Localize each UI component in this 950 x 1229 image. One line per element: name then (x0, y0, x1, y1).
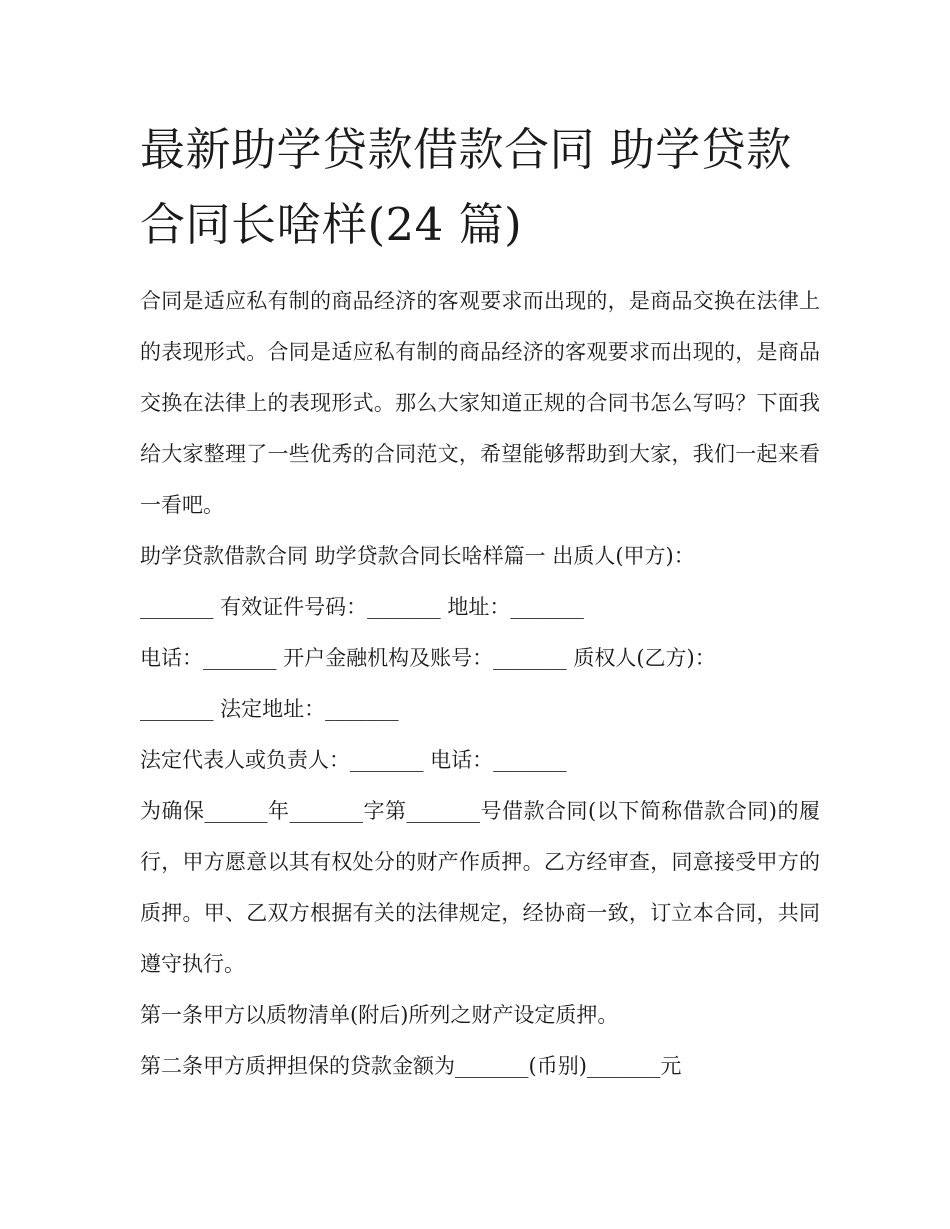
document-page (140, 112, 820, 1092)
pledgee-representative-line: 法定代表人或负责人：_______ 电话：_______ (140, 748, 567, 772)
pledgor-phone-account-line: 电话：_______ 开户金融机构及账号：_______ 质权人(乙方)： (140, 646, 716, 670)
intro-paragraph: 合同是适应私有制的商品经济的客观要求而出现的，是商品交换在法律上的表现形式。合同是适应私有制的商品经济的客观要求而出现的，是商品交换在法律上的表现形式。那么大家知道正规的合同书怎么写吗？下面我给大家整理了一些优秀的合同范文，希望能够帮助到大家，我们一起来看一看吧。 (140, 289, 820, 517)
article-1: 第一条甲方以质物清单(附后)所列之财产设定质押。 (140, 1003, 619, 1027)
document-title: 最新助学贷款借款合同 助学贷款合同长啥样(24 篇) (140, 123, 792, 251)
pledgor-id-address-line: _______ 有效证件号码：_______ 地址：_______ (140, 595, 584, 619)
pledgee-address-line: _______ 法定地址：_______ (140, 697, 399, 721)
clause-intro-paragraph: 为确保______年_______字第_______号借款合同(以下简称借款合同)的履行，甲方愿意以其有权处分的财产作质押。乙方经审查，同意接受甲方的质押。甲、乙双方根据有关的法律规定，经协商一致，订立本合同，共同遵守执行。 (140, 799, 820, 976)
contract-heading-line: 助学贷款借款合同 助学贷款合同长啥样篇一 出质人(甲方)： (140, 544, 695, 568)
article-2: 第二条甲方质押担保的贷款金额为_______(币别)_______元 (140, 1054, 682, 1078)
